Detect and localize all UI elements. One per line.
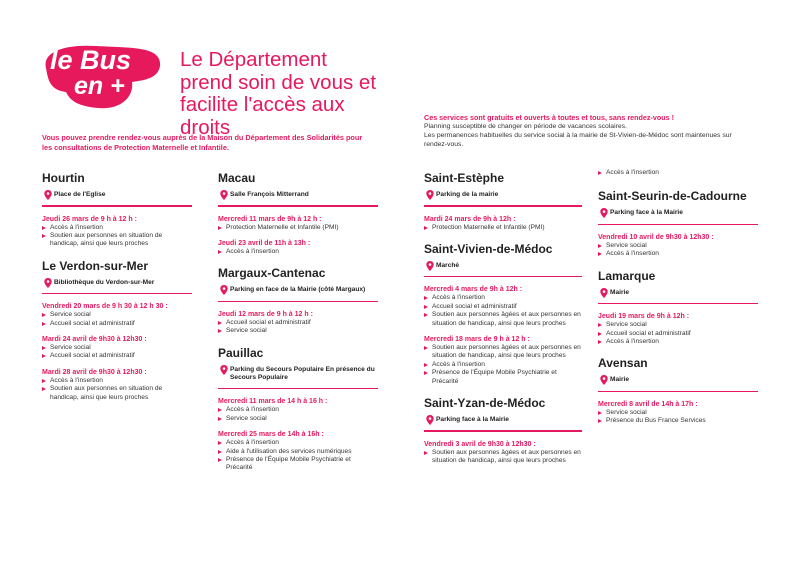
column-3	[424, 171, 582, 475]
schedule-date: Vendredi 3 avril de 9h30 à 12h30 :	[424, 440, 536, 448]
list-item: Accueil social et administratif	[598, 330, 758, 338]
list-item: Accès à l'insertion	[218, 248, 378, 256]
list-item: Accès à l'insertion	[218, 439, 378, 447]
location	[424, 191, 582, 199]
list-item: Accès à l'insertion	[424, 361, 582, 369]
location-block	[42, 259, 192, 402]
list-item: Présence de l'Équipe Mobile Psychiatrie et Précarité	[424, 369, 582, 386]
list-item: Soutien aux personnes âgées et aux personnes en situation de handicap, ainsi que leurs proches	[424, 344, 582, 361]
list-item: Protection Maternelle et Infantile (PMI)	[424, 224, 582, 232]
service-list	[598, 409, 758, 426]
list-item: Service social	[598, 242, 758, 250]
notice-highlight: Ces services sont gratuits et ouverts à toutes et tous, sans rendez-vous !	[424, 113, 675, 122]
service-list	[42, 311, 192, 328]
location-block	[424, 171, 582, 232]
location-block	[424, 242, 582, 386]
location-pin-icon	[600, 208, 608, 218]
schedule-date: Mardi 24 mars de 9h à 12h :	[424, 215, 516, 223]
list-item: Accès à l'insertion	[598, 338, 758, 346]
list-item: Accueil social et administratif	[218, 319, 378, 327]
schedule-date: Mardi 24 avril de 9h30 à 12h30 :	[42, 336, 147, 344]
divider	[598, 303, 758, 304]
schedule-date: Mardi 28 avril de 9h30 à 12h30 :	[42, 368, 147, 376]
divider	[218, 205, 378, 206]
divider	[42, 205, 192, 206]
location-text: Place de l'Eglise	[54, 191, 106, 198]
logo-le-bus-en-plus	[36, 40, 166, 112]
location	[598, 289, 758, 297]
location-text: Salle François Mitterrand	[230, 191, 309, 198]
location-block	[598, 356, 758, 425]
divider	[598, 224, 758, 225]
location	[42, 279, 192, 287]
list-item: Service social	[598, 321, 758, 329]
schedule-date: Mercredi 18 mars de 9 h à 12 h :	[424, 336, 530, 344]
city-name: Saint-Estèphe	[424, 171, 505, 185]
location-text: Parking face à la Mairie	[610, 209, 683, 217]
divider	[218, 388, 378, 389]
list-item: Accueil social et administratif	[42, 320, 192, 328]
column-4	[598, 169, 758, 436]
list-item: Soutien aux personnes en situation de handicap, ainsi que leurs proches	[42, 232, 192, 249]
city-name: Le Verdon-sur-Mer	[42, 258, 149, 273]
schedule-date: Jeudi 26 mars de 9 h à 12 h :	[42, 215, 137, 223]
location-pin-icon	[600, 288, 608, 298]
location	[424, 262, 582, 270]
service-list	[424, 224, 582, 232]
column-2	[218, 171, 378, 483]
divider	[218, 301, 378, 302]
divider	[42, 293, 192, 294]
location-text: Mairie	[610, 288, 630, 296]
schedule-date: Mercredi 8 avril de 14h à 17h :	[598, 400, 698, 408]
column-1	[42, 171, 192, 412]
location-block	[42, 171, 192, 249]
list-item: Service social	[218, 327, 378, 335]
schedule-date: Jeudi 19 mars de 9h à 12h :	[598, 313, 690, 321]
city-name: Pauillac	[218, 345, 264, 360]
location-block	[218, 171, 378, 256]
service-list	[424, 294, 582, 328]
location	[598, 209, 758, 217]
location-pin-icon	[600, 375, 608, 385]
notice	[424, 113, 754, 149]
list-item: Accueil social et administratif	[42, 352, 192, 360]
schedule-date: Vendredi 20 mars de 9 h 30 à 12 h 30 :	[42, 303, 168, 311]
service-list	[218, 248, 378, 256]
location	[598, 376, 758, 384]
schedule-date: Jeudi 12 mars de 9 h à 12 h :	[218, 310, 313, 318]
divider	[424, 276, 582, 277]
list-item: Accueil social et administratif	[424, 303, 582, 311]
list-item: Accès à l'insertion	[218, 406, 378, 414]
service-list	[598, 321, 758, 346]
list-item: Protection Maternelle et Infantile (PMI)	[218, 224, 378, 232]
list-item: Accès à l'insertion	[424, 294, 582, 302]
service-list	[218, 406, 378, 423]
logo-line1: le Bus	[50, 45, 132, 75]
continued-list	[598, 169, 758, 177]
list-item: Soutien aux personnes âgées et aux personnes en situation de handicap, ainsi que leurs proches	[424, 311, 582, 328]
location-pin-icon	[220, 365, 228, 375]
location-pin-icon	[426, 261, 434, 271]
location-pin-icon	[220, 190, 228, 200]
service-list	[42, 377, 192, 402]
location-text: Bibliothèque du Verdon-sur-Mer	[54, 278, 155, 286]
list-item: Accès à l'insertion	[42, 224, 192, 232]
service-list	[42, 224, 192, 249]
page-title: Le Département prend soin de vous et facilite l'accès aux droits	[180, 48, 377, 139]
list-item: Service social	[218, 415, 378, 423]
location	[424, 416, 582, 424]
divider	[424, 205, 582, 206]
location-block	[598, 189, 758, 258]
notice-line-1: Planning susceptible de changer en période de vacances scolaires.	[424, 123, 627, 130]
logo-line2: en +	[74, 72, 125, 100]
location-text: Marché	[436, 261, 460, 269]
list-item: Service social	[42, 344, 192, 352]
location	[42, 191, 192, 199]
city-name: Avensan	[598, 356, 648, 371]
location-block	[598, 269, 758, 347]
list-item: Présence de l'Équipe Mobile Psychiatrie et Précarité	[218, 456, 378, 473]
list-item: Service social	[42, 311, 192, 319]
location-text: Mairie	[610, 376, 630, 384]
divider	[598, 391, 758, 392]
location-pin-icon	[44, 278, 52, 288]
location-block	[218, 266, 378, 335]
list-item: Accès à l'insertion	[598, 250, 758, 258]
list-item: Accès à l'insertion	[598, 169, 758, 177]
list-item: Présence du Bus France Services	[598, 417, 758, 425]
city-name: Macau	[218, 171, 256, 185]
list-item: Soutien aux personnes âgées et aux personnes en situation de handicap, ainsi que leurs proches	[424, 449, 582, 466]
city-name: Hourtin	[42, 171, 85, 185]
location-pin-icon	[426, 415, 434, 425]
city-name: Saint-Seurin-de-Cadourne	[598, 189, 747, 204]
schedule-date: Mercredi 11 mars de 14 h à 16 h :	[218, 398, 328, 406]
list-item: Aide à l'utilisation des services numériques	[218, 448, 378, 456]
location-block	[424, 396, 582, 465]
city-name: Saint-Vivien-de-Médoc	[424, 241, 553, 256]
list-item: Soutien aux personnes en situation de handicap, ainsi que leurs proches	[42, 385, 192, 402]
list-item: Accès à l'insertion	[42, 377, 192, 385]
city-name: Saint-Yzan-de-Médoc	[424, 396, 546, 411]
location	[218, 366, 378, 382]
location	[218, 286, 378, 294]
service-list	[424, 449, 582, 466]
city-name: Margaux-Cantenac	[218, 266, 326, 281]
location-pin-icon	[44, 190, 52, 200]
service-list	[218, 439, 378, 473]
location-text: Parking en face de la Mairie (côté Margaux)	[230, 286, 366, 294]
location-text: Parking face à la Mairie	[436, 416, 509, 424]
location-pin-icon	[220, 285, 228, 295]
schedule-date: Vendredi 10 avril de 9h30 à 12h30 :	[598, 233, 714, 241]
service-list	[42, 344, 192, 361]
schedule-date: Jeudi 23 avril de 11h à 13h :	[218, 239, 311, 247]
service-list	[218, 319, 378, 336]
location-pin-icon	[426, 190, 434, 200]
intro-text: Vous pouvez prendre rendez-vous auprès de la Maison du Département des Solidarités pour les consultations de Protection Maternelle et Infantile.	[42, 133, 363, 152]
service-list	[218, 224, 378, 232]
service-list	[598, 242, 758, 259]
city-name: Lamarque	[598, 268, 656, 283]
service-list	[424, 344, 582, 386]
schedule-date: Mercredi 4 mars de 9h à 12h :	[424, 286, 523, 294]
location-text: Parking du Secours Populaire En présence du Secours Populaire	[230, 365, 375, 381]
schedule-date: Mercredi 11 mars de 9h à 12 h :	[218, 215, 322, 223]
schedule-date: Mercredi 25 mars de 14h à 16h :	[218, 431, 324, 439]
location-block	[218, 346, 378, 473]
divider	[424, 430, 582, 431]
location	[218, 191, 378, 199]
location-text: Parking de la mairie	[436, 191, 499, 198]
list-item: Service social	[598, 409, 758, 417]
notice-line-2: Les permanences habituelles du service social à la mairie de St-Vivien-de-Médoc sont maintenues sur rendez-vous.	[424, 131, 732, 148]
